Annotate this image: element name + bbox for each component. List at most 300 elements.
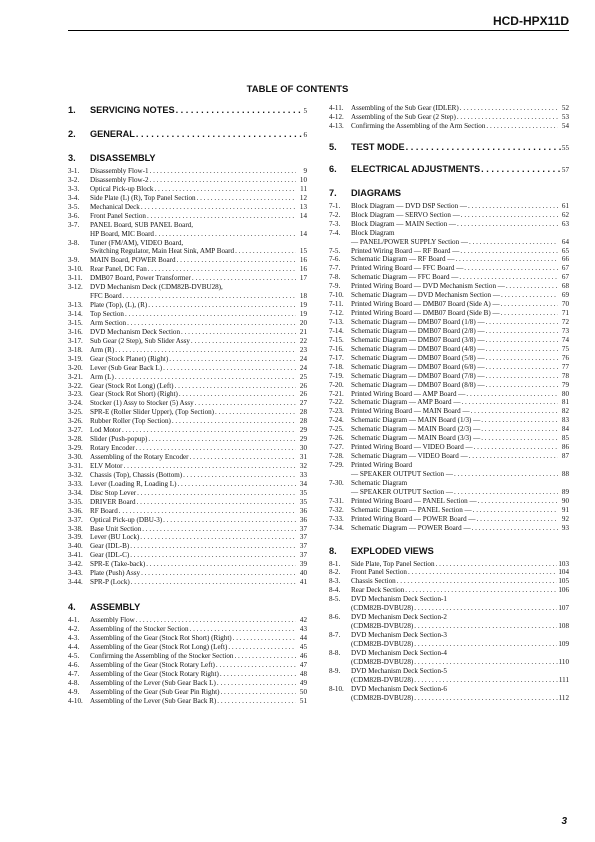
toc-entry-title: Schematic Diagram — MAIN Board (3/3) — [351, 434, 481, 443]
toc-entry[interactable] [68, 382, 307, 391]
toc-entry-title: Assembling of the Sub Gear (2 Step) [351, 112, 456, 121]
toc-entry[interactable] [68, 328, 307, 337]
toc-entry[interactable] [329, 372, 569, 381]
dot-leader [119, 507, 296, 516]
toc-entry-number: 4-7. [68, 669, 80, 678]
toc-entry[interactable] [329, 622, 569, 631]
dot-leader [142, 525, 296, 534]
toc-entry-number: 3-10. [68, 265, 83, 274]
dot-leader [471, 407, 558, 416]
toc-entry-title: Switching Regulator, Main Heat Sink, AMP Board [90, 247, 235, 256]
toc-entry[interactable] [68, 435, 307, 444]
toc-entry-page: 24 [299, 354, 307, 363]
toc-entry-number: 3-5. [68, 202, 80, 211]
toc-entry-number: 7-1. [329, 201, 341, 210]
toc-entry[interactable] [329, 255, 569, 264]
toc-entry[interactable] [68, 489, 307, 498]
toc-entry-title: Schematic Diagram — DMB07 Board (2/8) — [351, 326, 485, 335]
toc-entry[interactable] [329, 506, 569, 515]
toc-entry[interactable] [329, 694, 569, 703]
toc-entry-number: 8-1. [329, 559, 341, 568]
dot-leader [464, 264, 558, 273]
toc-entry-page: 25 [299, 372, 307, 381]
toc-entry-number: 4-8. [68, 678, 80, 687]
toc-entry-page: 34 [299, 479, 307, 488]
toc-entry-page: 21 [299, 327, 307, 336]
toc-entry-page: 9 [303, 167, 307, 175]
dot-leader [501, 309, 558, 318]
toc-entry[interactable] [329, 407, 569, 416]
toc-entry[interactable] [68, 408, 307, 417]
toc-entry[interactable] [68, 426, 307, 435]
toc-entry-number: 8-4. [329, 586, 341, 595]
toc-entry[interactable] [68, 670, 307, 679]
toc-entry-title: DMB07 Board, Power Transformer [90, 274, 191, 283]
toc-entry-number: 3-33. [68, 479, 83, 488]
toc-entry[interactable] [329, 398, 569, 407]
toc-entry[interactable] [68, 194, 307, 203]
toc-entry-title: DVD Mechanism Deck Section-5 [351, 666, 447, 675]
dot-leader [220, 688, 296, 697]
toc-entry-page: 65 [561, 246, 569, 255]
toc-entry[interactable] [329, 354, 569, 363]
toc-entry[interactable] [68, 643, 307, 652]
toc-entry-number: 7-5. [329, 246, 341, 255]
toc-entry[interactable] [329, 291, 569, 300]
toc-entry[interactable] [329, 416, 569, 425]
toc-entry-title: Lod Motor [90, 426, 121, 435]
toc-entry-title: TEST MODE [351, 141, 405, 152]
toc-entry[interactable] [68, 203, 307, 212]
dot-leader [215, 408, 296, 417]
toc-entry-title: Printed Wiring Board — FFC Board — [351, 264, 464, 273]
toc-entry-title: Stocker (1) Assy to Stocker (5) Assy [90, 399, 194, 408]
toc-entry-page: 28 [299, 408, 307, 417]
toc-entry[interactable] [329, 264, 569, 273]
toc-entry-number: 3-38. [68, 524, 83, 533]
toc-entry[interactable] [329, 434, 569, 443]
toc-entry-title: Printed Wiring Board — PANEL Section — [351, 496, 477, 505]
toc-entry-number: 3-23. [68, 390, 83, 399]
toc-entry-title: Confirming the Assembling of the Arm Section [351, 121, 486, 130]
toc-entry[interactable] [68, 390, 307, 399]
toc-entry[interactable] [68, 230, 307, 239]
toc-entry-title: PANEL Board, SUB PANEL Board, [90, 220, 193, 229]
toc-entry[interactable] [68, 355, 307, 364]
toc-entry-title: Front Panel Section [90, 211, 146, 220]
toc-entry[interactable] [329, 560, 569, 569]
toc-entry-title: Arm (L) [90, 372, 114, 381]
dot-leader [115, 346, 296, 355]
toc-entry-number: 4-12. [329, 112, 344, 121]
toc-entry-number: 8-2. [329, 568, 341, 577]
toc-entry-title: Assembling of the Gear (Sub Gear Pin Right) [90, 687, 220, 696]
toc-entry-title: Assembling of the Lever (Sub Gear Back R) [90, 696, 217, 705]
toc-entry-number: 7-10. [329, 291, 344, 300]
toc-entry-page: 19 [299, 301, 307, 310]
toc-entry-number: 3-43. [68, 569, 83, 578]
toc-entry[interactable] [329, 113, 569, 122]
toc-entry-title: Assembling of the Gear (Stock Rotary Left) [90, 660, 215, 669]
dot-leader [486, 363, 558, 372]
toc-entry[interactable] [329, 488, 569, 497]
toc-entry[interactable] [68, 176, 307, 185]
toc-entry[interactable] [68, 471, 307, 480]
toc-entry[interactable] [329, 613, 569, 622]
toc-entry[interactable] [68, 569, 307, 578]
toc-entry-page: 36 [299, 515, 307, 524]
toc-entry-title: — SPEAKER OUTPUT Section — [351, 487, 453, 496]
toc-entry[interactable] [329, 604, 569, 613]
toc-section-heading[interactable] [329, 163, 569, 175]
toc-entry[interactable] [68, 256, 307, 265]
toc-section-heading[interactable] [68, 152, 307, 164]
toc-entry-number: 7-24. [329, 416, 344, 425]
toc-entry-title: Slider (Push-popup) [90, 435, 148, 444]
toc-entry-title: Gear (Stock Planet) (Right) [90, 354, 169, 363]
toc-entry[interactable] [68, 551, 307, 560]
toc-entry-title: Rotary Encoder [90, 444, 135, 453]
toc-entry-number: 7-25. [329, 425, 344, 434]
toc-entry-number: 4-1. [68, 616, 80, 625]
toc-entry-page: 51 [299, 696, 307, 705]
toc-entry-page: 90 [561, 496, 569, 505]
dot-leader [406, 141, 561, 153]
toc-entry-number: 5. [329, 141, 337, 152]
toc-section-heading[interactable] [68, 128, 307, 140]
toc-entry-number: 8-7. [329, 631, 341, 639]
dot-leader [190, 453, 296, 462]
toc-entry-number: 7-8. [329, 273, 341, 282]
toc-entry[interactable] [68, 346, 307, 355]
toc-entry-number: 7-12. [329, 309, 344, 318]
dot-leader [481, 163, 561, 175]
toc-entry-page: 24 [299, 363, 307, 372]
toc-entry-page: 19 [299, 310, 307, 318]
toc-entry-page: 85 [561, 434, 569, 443]
toc-entry-page: 67 [561, 264, 569, 273]
toc-entry-title: MAIN Board, POWER Board [90, 256, 176, 265]
dot-leader [486, 327, 558, 336]
toc-entry[interactable] [68, 679, 307, 688]
toc-entry-page: 110 [558, 657, 569, 666]
toc-entry-page: 71 [561, 309, 569, 318]
toc-entry-number: 3-20. [68, 363, 83, 372]
toc-entry[interactable] [329, 470, 569, 479]
toc-entry-title: Schematic Diagram — DMB07 Board (4/8) — [351, 344, 485, 353]
toc-entry[interactable] [68, 239, 307, 248]
toc-entry[interactable] [68, 516, 307, 525]
toc-entry-page: 31 [299, 453, 307, 461]
toc-entry[interactable] [329, 631, 569, 640]
toc-entry-page: 14 [299, 211, 307, 220]
toc-entry[interactable] [329, 363, 569, 372]
toc-entry-title: — PANEL/POWER SUPPLY Section — [351, 237, 469, 246]
toc-entry-page: 20 [299, 318, 307, 327]
toc-entry[interactable] [68, 301, 307, 310]
dot-leader [460, 104, 558, 113]
toc-entry[interactable] [329, 104, 569, 113]
toc-entry-page: 26 [299, 381, 307, 390]
toc-entry-number: 7-33. [329, 514, 344, 523]
toc-entry-number: 3-31. [68, 461, 83, 470]
toc-section-heading[interactable] [329, 141, 569, 153]
toc-section-heading[interactable] [329, 187, 569, 199]
dot-leader [486, 381, 558, 390]
toc-entry[interactable] [329, 479, 569, 488]
toc-entry-title: Schematic Diagram — DMB07 Board (7/8) — [351, 371, 485, 380]
toc-entry[interactable] [68, 661, 307, 670]
dot-leader [125, 310, 296, 319]
toc-entry[interactable] [329, 595, 569, 604]
toc-entry-title: Arm (R) [90, 345, 115, 354]
dot-leader [131, 578, 296, 587]
toc-entry-title: Schematic Diagram — RF Board — [351, 255, 455, 264]
toc-entry[interactable] [68, 212, 307, 221]
toc-entry-page: 55 [561, 143, 569, 152]
toc-entry-number: 3-9. [68, 256, 80, 265]
toc-entry[interactable] [68, 616, 307, 625]
toc-entry-title: DVD Mechanism Deck Section-1 [351, 595, 447, 604]
toc-entry-number: 3-25. [68, 408, 83, 417]
toc-entry[interactable] [68, 283, 307, 292]
toc-entry-title: Rear Deck Section [351, 586, 405, 595]
toc-entry-number: 3-7. [68, 220, 80, 229]
toc-entry-title: Schematic Diagram — AMP Board — [351, 398, 461, 407]
toc-entry[interactable] [68, 697, 307, 706]
toc-entry[interactable] [68, 417, 307, 426]
toc-entry[interactable] [68, 265, 307, 274]
toc-entry-title: DVD Mechanism Deck Section-3 [351, 631, 447, 639]
toc-entry-page: 40 [299, 569, 307, 578]
toc-entry-title: Block Diagram [351, 228, 395, 237]
toc-entry-title: DIAGRAMS [351, 187, 402, 198]
toc-entry[interactable] [329, 238, 569, 247]
toc-entry[interactable] [329, 658, 569, 667]
toc-section-heading[interactable] [68, 104, 307, 116]
toc-entry-page: 111 [558, 675, 569, 684]
dot-leader [136, 128, 303, 140]
toc-entry[interactable] [68, 337, 307, 346]
toc-entry-number: 4-3. [68, 633, 80, 642]
toc-entry[interactable] [68, 221, 307, 230]
toc-entry-title: Schematic Diagram — DMB07 Board (8/8) — [351, 380, 485, 389]
toc-entry-page: 103 [558, 559, 569, 568]
toc-entry-number: 7-23. [329, 407, 344, 416]
toc-entry-number: 3-15. [68, 318, 83, 327]
toc-entry[interactable] [68, 399, 307, 408]
toc-entry[interactable] [68, 462, 307, 471]
dot-leader [123, 292, 296, 301]
toc-entry[interactable] [68, 167, 307, 176]
toc-entry[interactable] [329, 685, 569, 694]
toc-entry-page: 83 [561, 416, 569, 425]
toc-entry[interactable] [68, 625, 307, 634]
toc-entry-page: 29 [299, 435, 307, 444]
toc-entry-number: 7-7. [329, 264, 341, 273]
dot-leader [486, 336, 558, 345]
toc-entry-number: 3-30. [68, 453, 83, 461]
toc-entry-number: 3-41. [68, 551, 83, 560]
toc-entry-title: Assembling of the Lever (Sub Gear Back L) [90, 678, 216, 687]
toc-entry[interactable] [68, 578, 307, 587]
toc-entry[interactable] [329, 443, 569, 452]
toc-entry[interactable] [68, 310, 307, 319]
toc-entry-page: 16 [299, 256, 307, 265]
toc-entry-title: Sub Gear (2 Step), Sub Slider Assy [90, 336, 190, 345]
toc-entry-title: HP Board, MIC Board [90, 229, 154, 238]
toc-entry-number: 4-13. [329, 121, 344, 130]
toc-entry[interactable] [329, 309, 569, 318]
toc-entry[interactable] [68, 498, 307, 507]
toc-section-heading[interactable] [329, 545, 569, 557]
toc-entry-title: Front Panel Section [351, 568, 407, 577]
toc-entry-number: 7-32. [329, 505, 344, 514]
toc-entry-title: GENERAL [90, 129, 135, 139]
dot-leader [486, 345, 558, 354]
dot-leader [150, 176, 296, 185]
toc-entry-number: 3-29. [68, 444, 83, 453]
toc-entry-page: 57 [561, 165, 569, 174]
toc-entry[interactable] [329, 497, 569, 506]
toc-entry[interactable] [329, 381, 569, 390]
toc-entry[interactable] [329, 273, 569, 282]
toc-entry-title: Assembling of the Gear (Stock Rotary Right) [90, 669, 219, 678]
toc-entry-title: Gear (Stock Rot Long) (Left) [90, 381, 174, 390]
toc-entry-title: Block Diagram — MAIN Section — [351, 219, 457, 228]
toc-entry[interactable] [329, 336, 569, 345]
toc-entry-title: Printed Wiring Board [351, 461, 413, 469]
toc-entry-number: 3-3. [68, 184, 80, 193]
toc-entry-title: Optical Pick-up Block [90, 184, 154, 193]
toc-entry[interactable] [329, 461, 569, 470]
toc-entry[interactable] [329, 568, 569, 577]
dot-leader [195, 399, 296, 408]
toc-entry[interactable] [329, 640, 569, 649]
toc-entry-page: 82 [561, 407, 569, 416]
toc-entry[interactable] [68, 480, 307, 489]
toc-entry-number: 7-19. [329, 371, 344, 380]
toc-entry-number: 7-31. [329, 496, 344, 505]
toc-entry[interactable] [68, 507, 307, 516]
dot-leader [459, 273, 558, 282]
toc-entry-title: Lever (Sub Gear Back L) [90, 363, 163, 372]
dot-leader [192, 274, 296, 283]
toc-entry[interactable] [68, 634, 307, 643]
toc-entry[interactable] [329, 524, 569, 533]
toc-section-heading[interactable] [68, 601, 307, 613]
toc-entry-page: 53 [561, 112, 569, 121]
toc-entry-number: 3-2. [68, 175, 80, 184]
toc-entry[interactable] [68, 533, 307, 542]
dot-leader [217, 697, 296, 706]
toc-entry-page: 74 [561, 335, 569, 344]
dot-leader [414, 622, 557, 631]
toc-entry-number: 3-28. [68, 435, 83, 444]
toc-entry[interactable] [329, 318, 569, 327]
toc-entry[interactable] [68, 444, 307, 453]
dot-leader [154, 185, 296, 194]
toc-entry-title: Printed Wiring Board — AMP Board — [351, 389, 466, 398]
toc-entry[interactable] [329, 229, 569, 238]
toc-entry[interactable] [329, 649, 569, 658]
toc-entry[interactable] [329, 247, 569, 256]
toc-entry-number: 8-8. [329, 648, 341, 657]
toc-entry[interactable] [68, 292, 307, 301]
toc-entry[interactable] [68, 688, 307, 697]
dot-leader [455, 255, 558, 264]
toc-entry-page: 35 [299, 497, 307, 506]
toc-entry[interactable] [329, 327, 569, 336]
dot-leader [501, 291, 558, 300]
toc-entry[interactable] [68, 652, 307, 661]
toc-entry-number: 4-5. [68, 651, 80, 660]
toc-entry[interactable] [329, 515, 569, 524]
toc-entry-number: 3-32. [68, 470, 83, 479]
toc-entry-number: 3-37. [68, 515, 83, 524]
toc-entry-title: Gear (IDL-C) [90, 551, 130, 560]
toc-entry-title: Chassis (Top), Chassis (Bottom) [90, 470, 183, 479]
toc-entry[interactable] [68, 373, 307, 382]
dot-leader [155, 230, 296, 239]
toc-entry-page: 70 [561, 300, 569, 309]
toc-entry[interactable] [329, 425, 569, 434]
toc-entry[interactable] [329, 300, 569, 309]
toc-entry[interactable] [68, 274, 307, 283]
toc-entry[interactable] [68, 185, 307, 194]
toc-entry[interactable] [329, 586, 569, 595]
toc-entry[interactable] [329, 211, 569, 220]
toc-entry[interactable] [329, 282, 569, 291]
toc-entry-page: 11 [300, 184, 307, 193]
toc-entry-title: Mechanical Deck [90, 202, 140, 211]
toc-entry-page: 27 [299, 399, 307, 408]
toc-entry-number: 4-10. [68, 696, 83, 705]
toc-entry-title: Printed Wiring Board — VIDEO Board — [351, 443, 473, 452]
toc-entry[interactable] [329, 390, 569, 399]
toc-entry[interactable] [329, 577, 569, 586]
toc-entry-title: Arm Section [90, 318, 127, 327]
toc-entry[interactable] [68, 319, 307, 328]
toc-entry[interactable] [329, 202, 569, 211]
toc-entry[interactable] [329, 345, 569, 354]
toc-entry-page: 26 [299, 390, 307, 399]
toc-entry[interactable] [329, 122, 569, 131]
toc-entry[interactable] [329, 452, 569, 461]
toc-entry-number: 7-15. [329, 335, 344, 344]
toc-entry[interactable] [68, 453, 307, 462]
toc-entry-page: 50 [299, 687, 307, 696]
toc-entry[interactable] [329, 667, 569, 676]
dot-leader [137, 489, 296, 498]
toc-entry[interactable] [68, 525, 307, 534]
dot-leader [414, 694, 557, 703]
toc-entry-page: 80 [561, 389, 569, 398]
toc-entry[interactable] [329, 676, 569, 685]
toc-entry[interactable] [68, 364, 307, 373]
toc-entry[interactable] [68, 247, 307, 256]
toc-entry[interactable] [68, 542, 307, 551]
toc-entry[interactable] [68, 560, 307, 569]
dot-leader [141, 203, 296, 212]
dot-leader [220, 670, 296, 679]
dot-leader [217, 679, 296, 688]
dot-leader [414, 604, 557, 613]
dot-leader [469, 238, 558, 247]
toc-entry[interactable] [329, 220, 569, 229]
toc-entry-number: 8-9. [329, 666, 341, 675]
toc-entry-title: ELV Motor [90, 461, 123, 470]
